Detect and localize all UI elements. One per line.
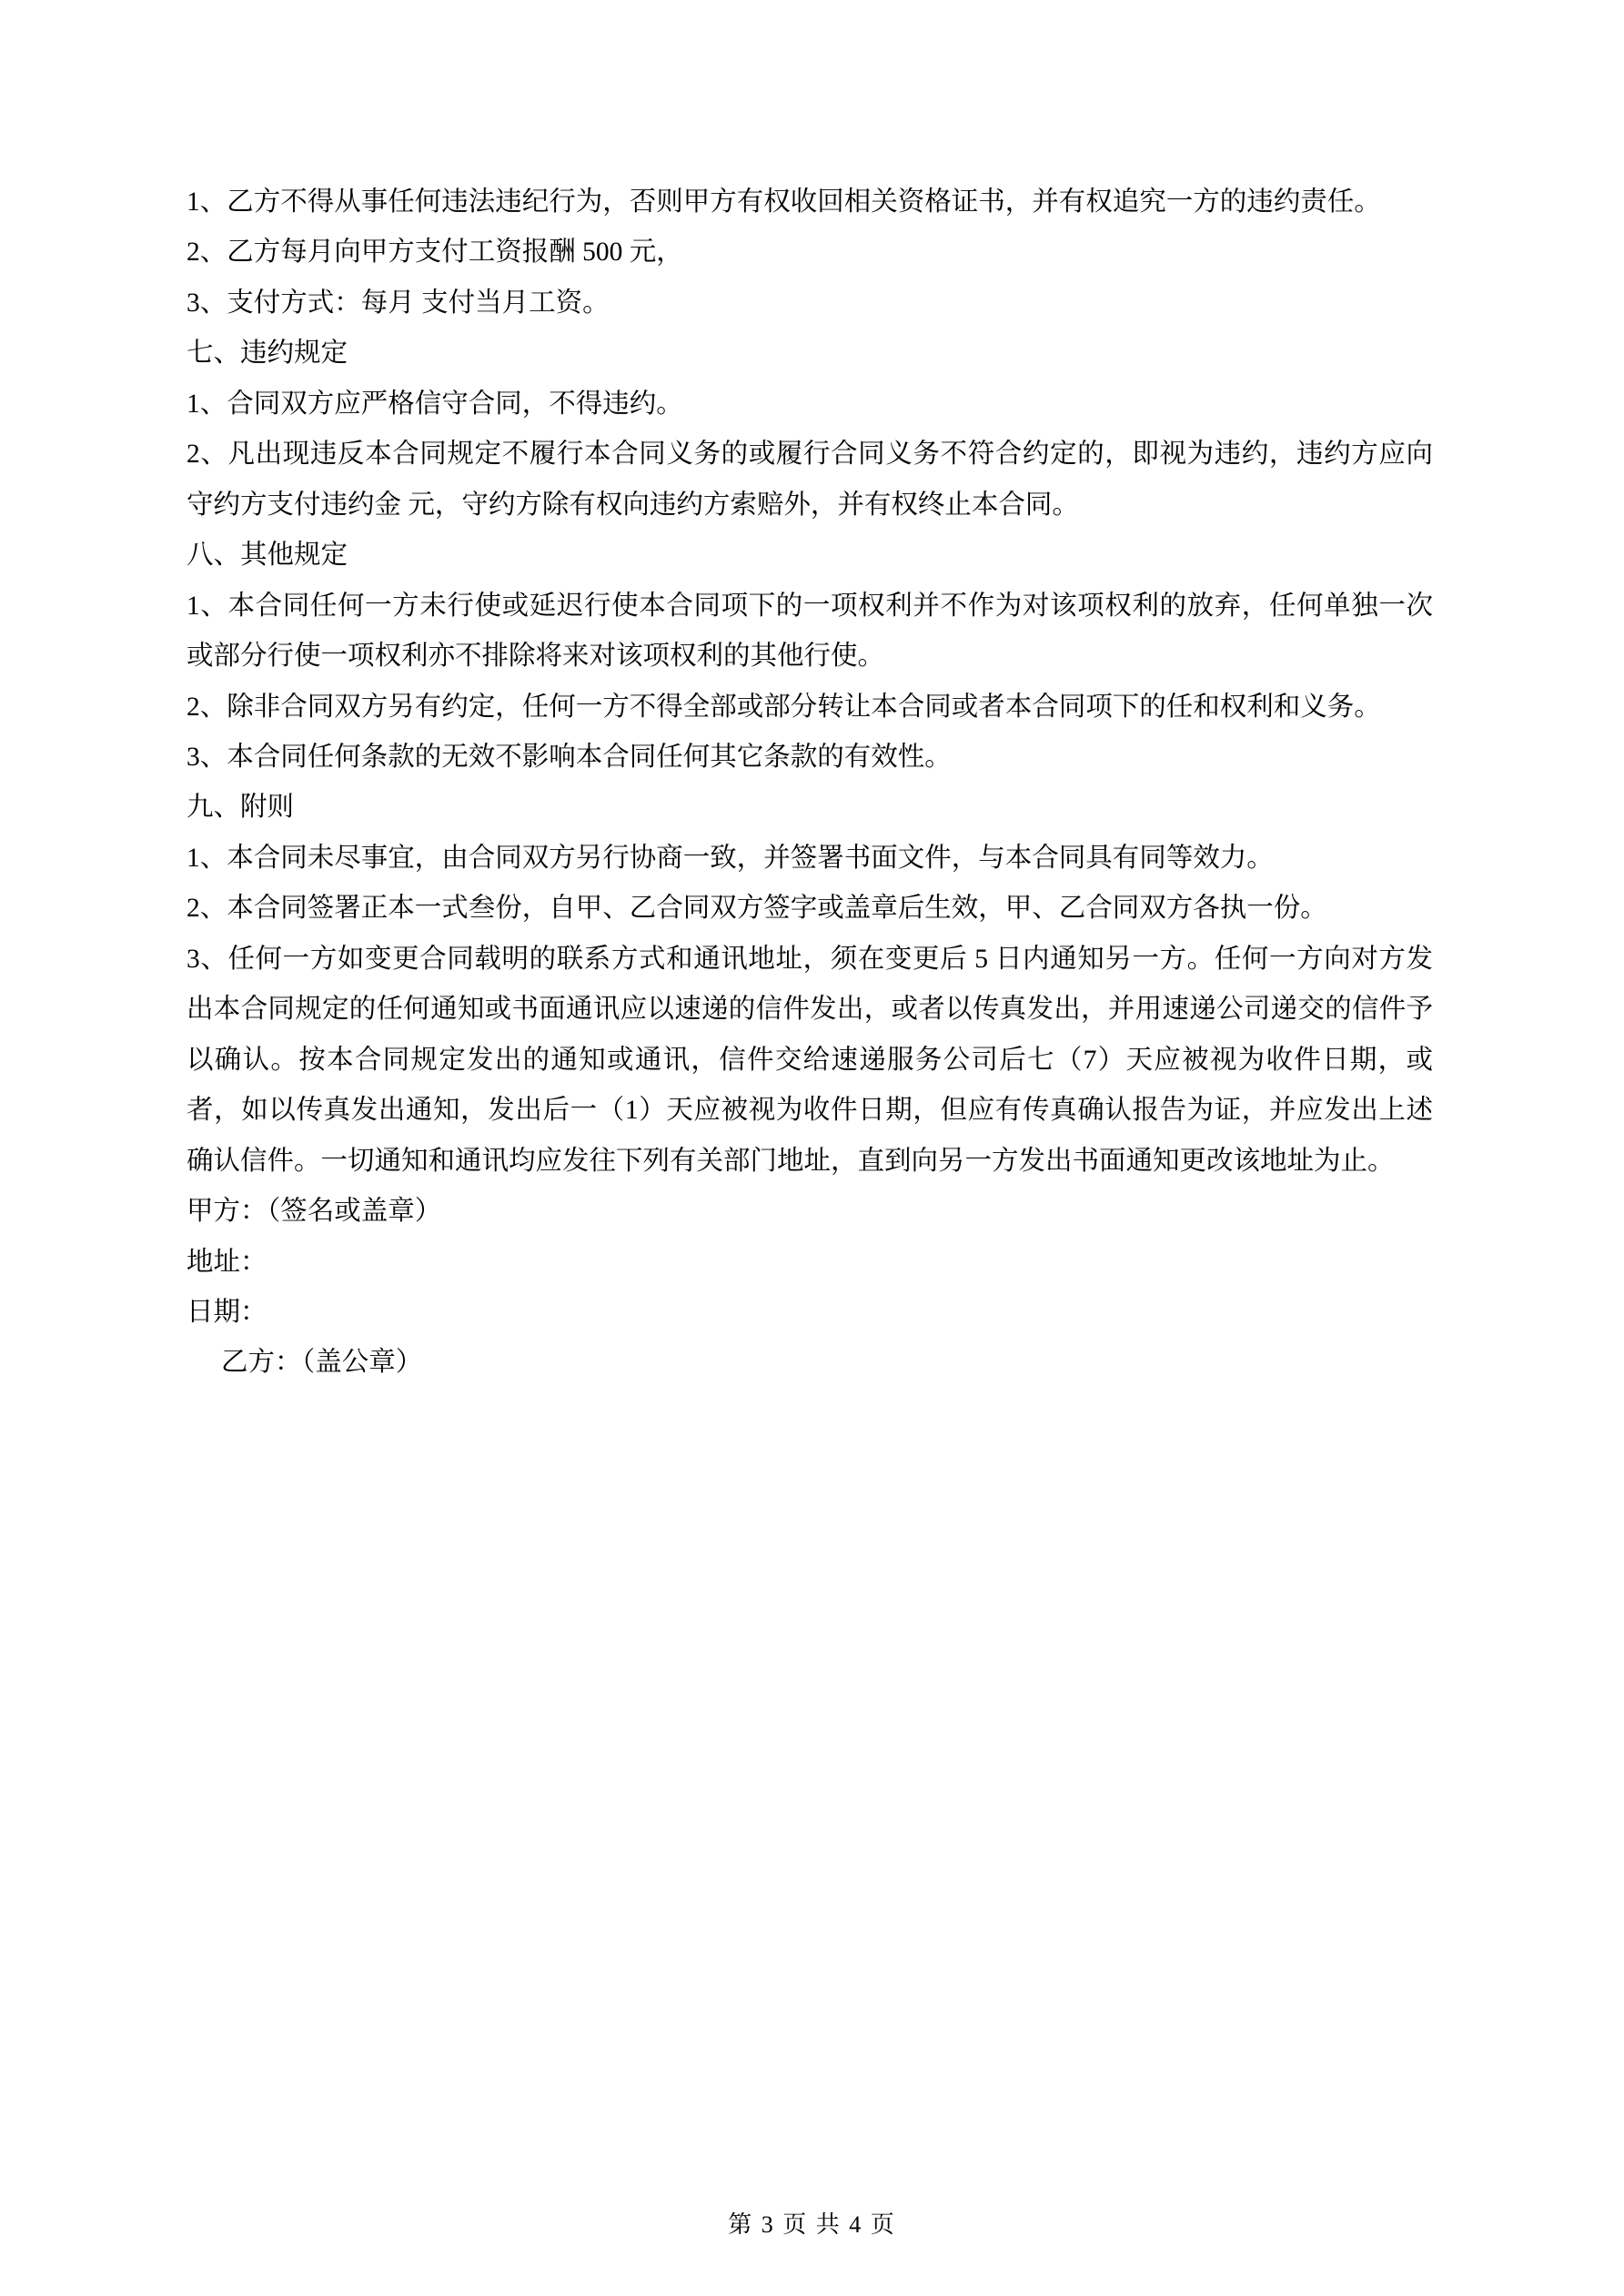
signature-date: 日期：	[187, 1297, 267, 1327]
clause-paragraph: 1、乙方不得从事任何违法违纪行为，否则甲方有权收回相关资格证书，并有权追究一方的违约责任。	[187, 187, 1381, 217]
clause-paragraph: 2、乙方每月向甲方支付工资报酬 500 元，	[187, 238, 683, 268]
signature-party-a: 甲方：（签名或盖章）	[187, 1197, 442, 1227]
clause-paragraph: 2、本合同签署正本一式叁份，自甲、乙合同双方签字或盖章后生效，甲、乙合同双方各执一份。	[187, 894, 1327, 924]
document-body	[187, 177, 1433, 1389]
clause-paragraph: 1、本合同未尽事宜，由合同双方另行协商一致，并签署书面文件，与本合同具有同等效力。	[187, 843, 1274, 873]
page-footer: 第 3 页 共 4 页	[728, 2211, 896, 2238]
clause-paragraph: 2、除非合同双方另有约定，任何一方不得全部或部分转让本合同或者本合同项下的任和权利和义务。	[187, 692, 1381, 722]
clause-paragraph: 3、本合同任何条款的无效不影响本合同任何其它条款的有效性。	[187, 742, 952, 772]
section-heading-eight: 八、其他规定	[187, 541, 348, 571]
clause-paragraph: 1、合同双方应严格信守合同，不得违约。	[187, 389, 683, 419]
clause-paragraph: 1、本合同任何一方未行使或延迟行使本合同项下的一项权利并不作为对该项权利的放弃，任何单独一次或部分行使一项权利亦不排除将来对该项权利的其他行使。	[187, 591, 1433, 672]
signature-party-b: 乙方：（盖公章）	[221, 1348, 423, 1378]
section-heading-nine: 九、附则	[187, 793, 295, 823]
clause-paragraph: 3、支付方式：每月 支付当月工资。	[187, 288, 610, 318]
signature-address: 地址：	[187, 1247, 267, 1277]
clause-paragraph: 3、任何一方如变更合同载明的联系方式和通讯地址，须在变更后 5 日内通知另一方。任何一方向对方发出本合同规定的任何通知或书面通讯应以速递的信件发出，或者以传真发出，并用速递公司递交的信件予以确认。按本合同规定发出的通知或通讯，信件交给速递服务公司后七（7）天应被视为收件日期，或者，如以传真发出通知，发出后一（1）天应被视为收件日期，但应有传真确认报告为证，并应发出上述确认信件。一切通知和通讯均应发往下列有关部门地址，直到向另一方发出书面通知更改该地址为止。	[187, 944, 1433, 1176]
clause-paragraph: 2、凡出现违反本合同规定不履行本合同义务的或履行合同义务不符合约定的，即视为违约，违约方应向守约方支付违约金 元，守约方除有权向违约方索赔外，并有权终止本合同。	[187, 440, 1433, 520]
section-heading-seven: 七、违约规定	[187, 339, 348, 369]
